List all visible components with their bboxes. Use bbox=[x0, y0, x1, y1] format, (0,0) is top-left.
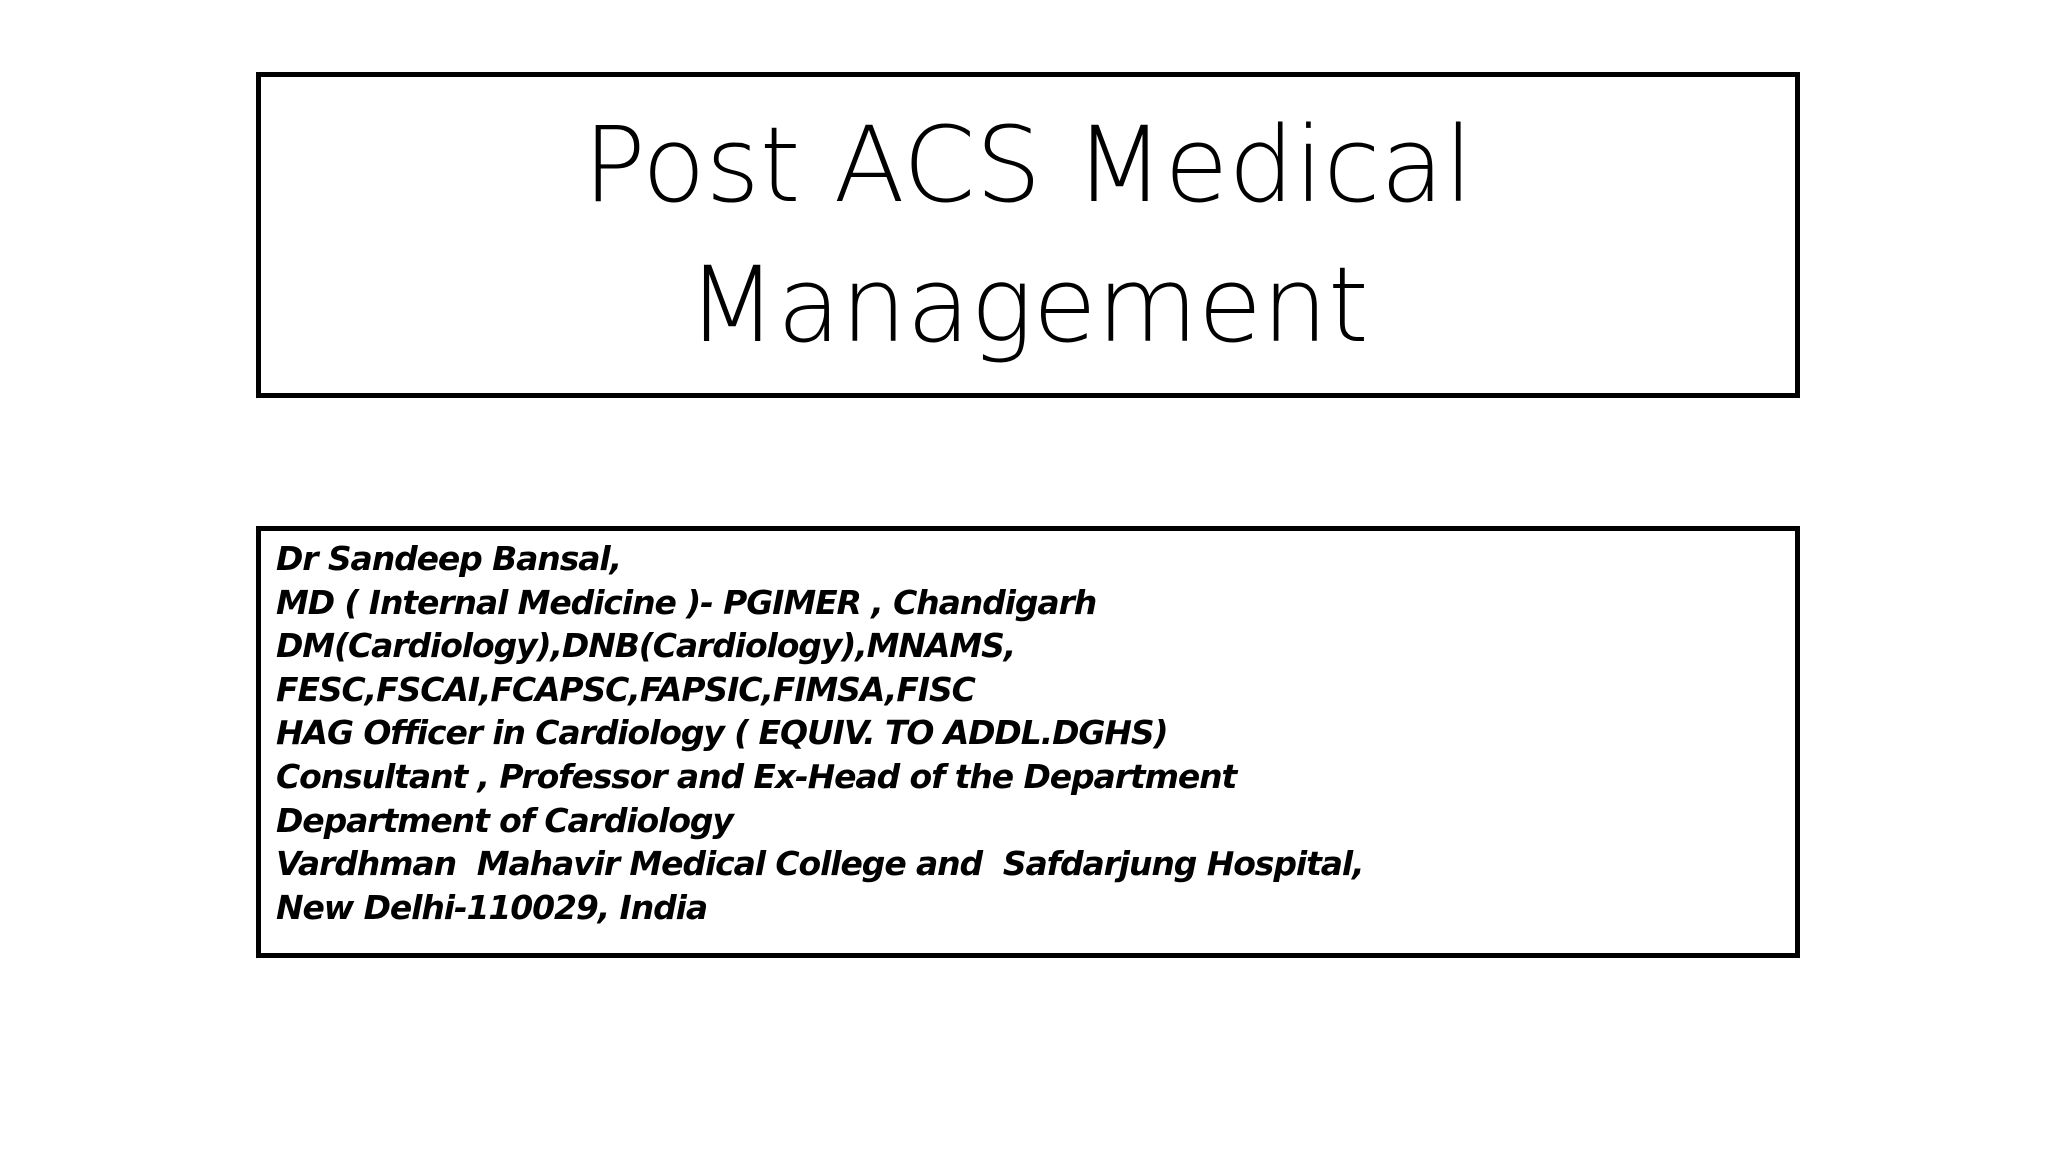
slide-title-line-2: Management bbox=[687, 244, 1369, 366]
author-position-consultant: Consultant , Professor and Ex-Head of the Department bbox=[276, 756, 1237, 796]
author-address: New Delhi-110029, India bbox=[276, 887, 708, 927]
author-department: Department of Cardiology bbox=[276, 800, 733, 840]
title-box bbox=[256, 72, 1800, 398]
author-position-hag: HAG Officer in Cardiology ( EQUIV. TO ADDL.DGHS) bbox=[276, 713, 1168, 753]
author-degree-md: MD ( Internal Medicine )- PGIMER , Chandigarh bbox=[276, 582, 1097, 622]
author-institution: Vardhman Mahavir Medical College and Safdarjung Hospital, bbox=[276, 844, 1364, 884]
author-fellowships: FESC,FSCAI,FCAPSC,FAPSIC,FIMSA,FISC bbox=[276, 669, 975, 709]
author-name: Dr Sandeep Bansal, bbox=[276, 539, 622, 578]
author-degrees-dm: DM(Cardiology),DNB(Cardiology),MNAMS, bbox=[276, 626, 1016, 666]
author-info-box bbox=[256, 526, 1800, 958]
slide-title-line-1: Post ACS Medical bbox=[582, 104, 1474, 226]
